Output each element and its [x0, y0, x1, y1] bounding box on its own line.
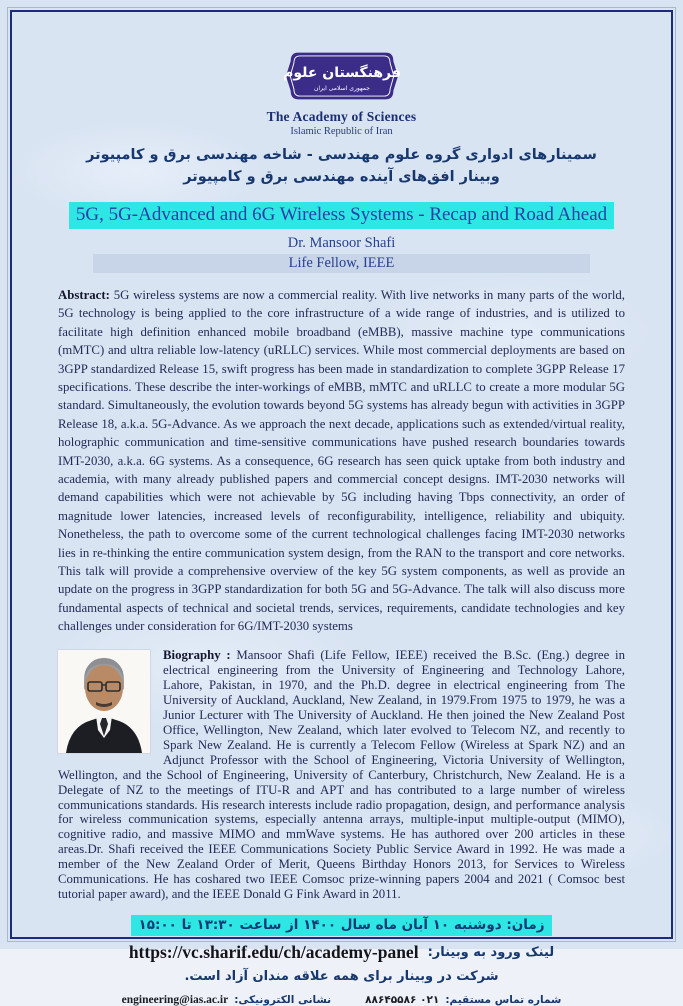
biography-label: Biography : — [163, 648, 231, 663]
webinar-link-label: لینک ورود به وبینار: — [427, 944, 555, 960]
series-title-line2: وبینار افق‌های آینده مهندسی برق و کامپیوتر — [183, 169, 500, 186]
email-group — [122, 994, 331, 1006]
time-line — [58, 915, 625, 936]
logo-subtext: جمهوری اسلامی ایران — [313, 85, 370, 92]
phone-label: شماره تماس مستقیم: — [445, 993, 562, 1006]
speaker-name: Dr. Mansoor Shafi — [287, 234, 396, 251]
speaker-photo — [58, 650, 150, 753]
abstract-text: 5G wireless systems are now a commercial reality. With live networks in many parts of the world, 5G technology is being applied to the core infrastructure of a wide range of industries, and is utilized to facilitate high definition enhanced mobile broadband (eMBB), massive machine type communications (mMTC) and ultra reliable low-latency (uRLLC) services. While most commercial deployments are based on 3GPP standardized Release 15, swift progress has been made in standardization to complete 3GPP Release 17 specifications. These describe the inter-workings of eMBB, mMTC and uRLLC to create a more modular 5G standard. Simultaneously, the evolution towards beyond 5G systems has already begun with activities in 3GPP Release 18, a.k.a. 5G-Advance. As we approach the next decade, applications such as extended/virtual reality, holographic communication and time-sensitive communications have pushed research boundaries towards IMT-2030, a.k.a. 6G systems. As a consequence, 6G research has seen quick uptake from both industry and academia, with many already published papers and commercial concept designs. IMT-2030 networks will demand capabilities which were not achievable by 5G including having Tbps connectivity, an order of magnitude lower latencies, increased levels of reconfigurability, intelligence, reliability and ubiquity. Nonetheless, the path to overcome some of the current technological challenges facing IMT-2030 networks lies in re-thinking the entire communication system design, from the RAN to the transport and core networks. This talk will provide a comprehensive overview of the key 5G system components, as well as provide an update on the progress in 3GPP standardization for both 5G and 5G-Advance. The talk will also discuss more fundamental aspects of technical and societal trends, services, requirements, candidate technologies and key challenges under consideration for 6G/IMT-2030 systems — [58, 287, 625, 634]
email-label: نشانی الکترونیکی: — [234, 993, 332, 1006]
phone-group — [365, 994, 561, 1006]
webinar-link-line — [58, 942, 625, 963]
abstract-paragraph — [58, 286, 625, 636]
biography-block — [58, 648, 625, 901]
open-participation-note: شرکت در وبینار برای همه علاقه مندان آزاد است. — [184, 968, 499, 984]
academy-emblem-icon — [282, 46, 401, 106]
contact-line — [58, 994, 625, 1006]
speaker-affiliation: Life Fellow, IEEE — [93, 254, 590, 273]
webinar-link-url[interactable]: https://vc.sharif.edu/ch/academy-panel — [128, 941, 419, 962]
phone-number: ۰۲۱ ۸۸۶۴۵۵۸۶ — [365, 993, 440, 1006]
org-subname-en: Islamic Republic of Iran — [290, 126, 393, 137]
logo-calligraphy: فرهنگستان علوم — [282, 64, 401, 81]
email-address[interactable]: engineering@ias.ac.ir — [121, 993, 229, 1006]
org-name-en: The Academy of Sciences — [266, 109, 417, 124]
poster-content — [12, 12, 671, 1006]
webinar-time: زمان: دوشنبه ۱۰ آبان ماه سال ۱۴۰۰ از ساعت ۱۳:۳۰ تا ۱۵:۰۰ — [131, 915, 553, 936]
abstract-label: Abstract: — [58, 287, 110, 302]
academy-logo — [58, 46, 625, 106]
series-title-line1: سمینارهای ادواری گروه علوم مهندسی - شاخه مهندسی برق و کامپیوتر — [86, 147, 597, 163]
biography-text: Mansoor Shafi (Life Fellow, IEEE) received the B.Sc. (Eng.) degree in electrical engineering from the University of Engineering and Technology Lahore, Lahore, Pakistan, in 1970, and the Ph.D. degree in electrical engineering from The University of Auckland, Auckland, New Zealand, in 1979.From 1975 to 1979, he was a Junior Lecturer with The University of Auckland. He then joined the New Zealand Post Office, Wellington, New Zealand, which later evolved to Telecom NZ, and recently to Spark New Zealand. He is currently a Telecom Fellow (Wireless at Spark NZ) and an Adjunct Professor with the School of Engineering, Victoria University of Wellington, Wellington, and the School of Engineering, University of Canterbury, Christchurch, New Zealand. He is a Delegate of NZ to the meetings of ITU-R and APT and has contributed to a large number of wireless communications standards. His research interests include radio propagation, design, and performance analysis for wireless communication systems, especially antenna arrays, multiple-input multiple-output (MIMO), cognitive radio, and massive MIMO and mmWave systems. He has authored over 200 articles in these areas.Dr. Shafi received the IEEE Communications Society Public Service Award in 1992. He was made a member of the New Zealand Order of Merit, Queens Birthday Honors 2013, for Services to Wireless Communications. He has coshared two IEEE Comsoc prize-winning papers 2004 and 2021 ( Comsoc best tutorial paper award), and the IEEE Donald G Fink Award in 2011. — [58, 648, 625, 901]
talk-title: 5G, 5G-Advanced and 6G Wireless Systems - Recap and Road Ahead — [69, 202, 614, 229]
